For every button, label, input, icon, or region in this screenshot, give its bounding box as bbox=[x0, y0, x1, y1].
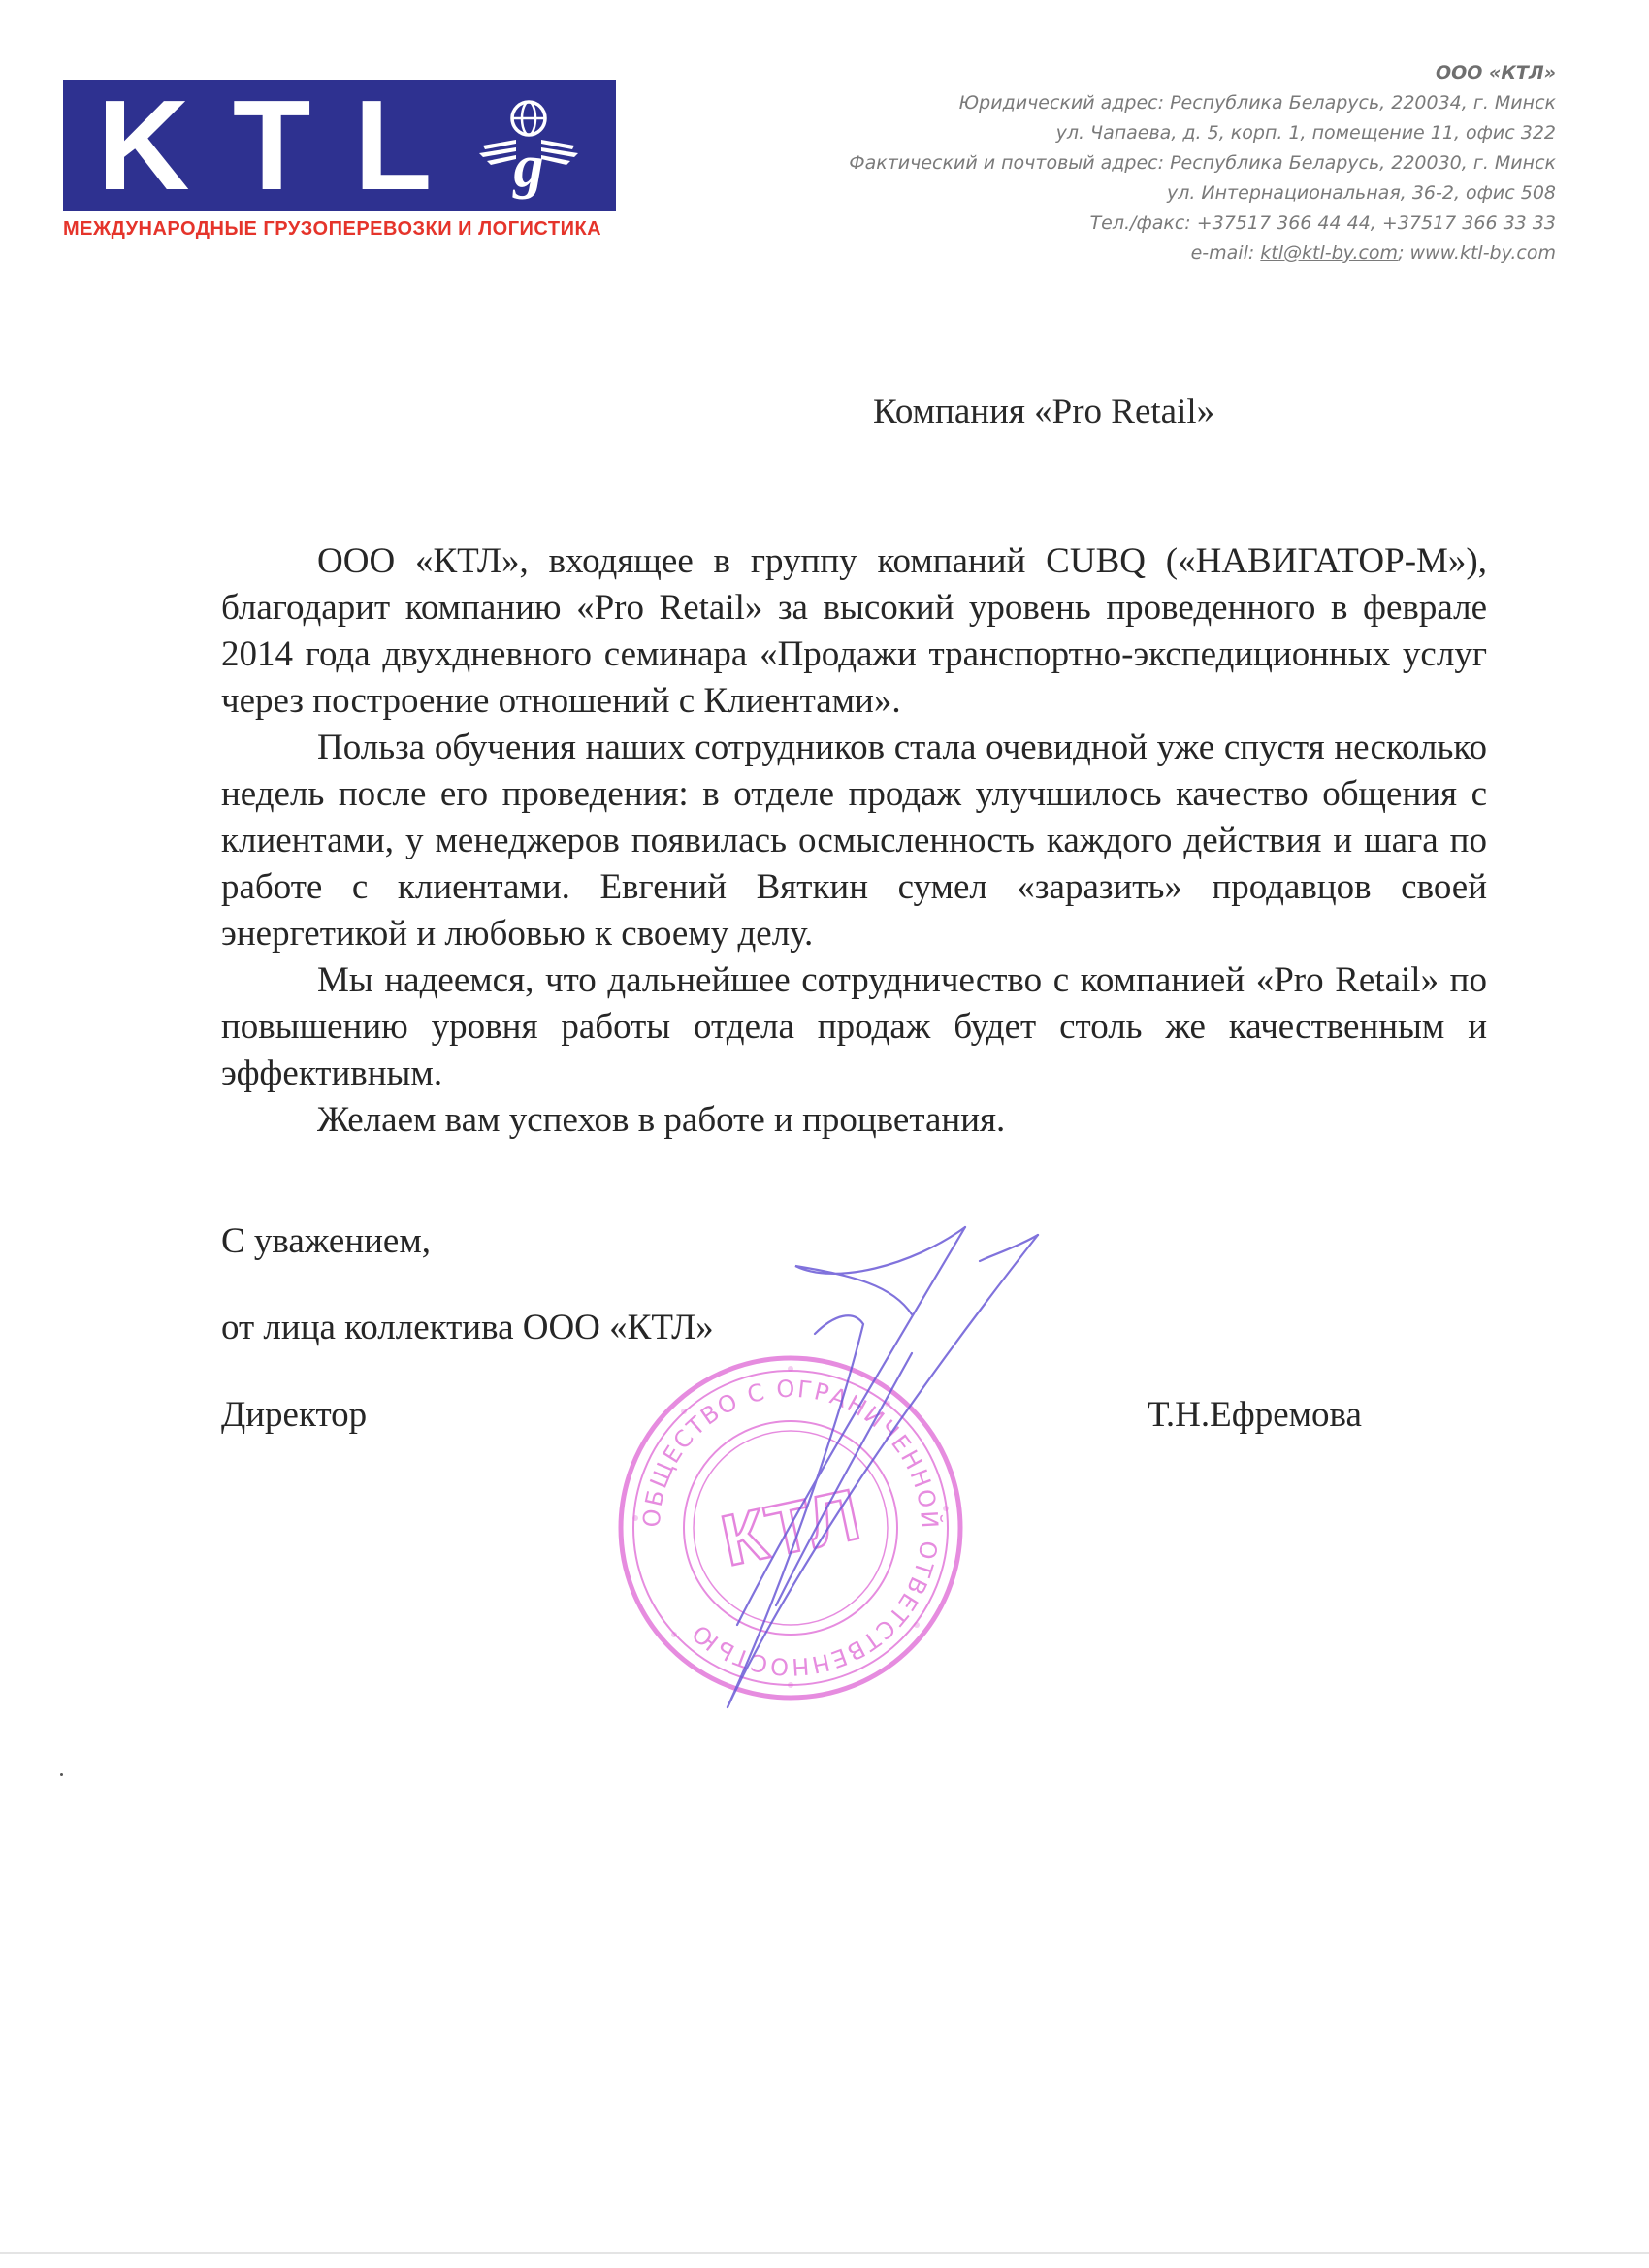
website: ; www.ktl-by.com bbox=[1398, 243, 1556, 264]
handwritten-signature bbox=[669, 1208, 1077, 1751]
paragraph-2: Польза обучения наших сотрудников стала очевидной уже спустя несколько недель после его проведения: в отделе продаж улучшилось качество общения с клиентами, у менеджеров появилась осмысленность каждого действия и шага по работе с клиентами. Евгений Вяткин сумел «заразить» продавцов своей энергетикой и любовью к своему делу. bbox=[221, 728, 1487, 954]
company-logo bbox=[63, 74, 616, 241]
closing-regards: С уважением, bbox=[221, 1221, 432, 1261]
company-contacts bbox=[849, 58, 1556, 269]
paragraph-4: Желаем вам успехов в работе и процветания. bbox=[317, 1100, 1006, 1140]
paragraph-3: Мы надеемся, что дальнейшее сотрудничество с компанией «Pro Retail» по повышению уровня работы отдела продаж будет столь же качественным и эффективным. bbox=[221, 960, 1487, 1093]
legal-address-line-1: Юридический адрес: Республика Беларусь, 220034, г. Минск bbox=[958, 92, 1556, 113]
logo-letter-t: T bbox=[232, 74, 313, 216]
closing-on-behalf: от лица коллектива ООО «КТЛ» bbox=[221, 1308, 714, 1347]
recipient: Компания «Pro Retail» bbox=[873, 392, 1215, 432]
signatory-position: Директор bbox=[221, 1395, 368, 1435]
email-prefix: e-mail: bbox=[1190, 243, 1261, 264]
postal-address-line-2: ул. Интернациональная, 36-2, офис 508 bbox=[1166, 182, 1556, 204]
globe-wings-g-emblem-icon bbox=[475, 89, 582, 201]
phone-fax: Тел./факс: +37517 366 44 44, +37517 366 33 33 bbox=[1089, 212, 1556, 234]
email-link[interactable]: ktl@ktl-by.com bbox=[1260, 243, 1399, 264]
stamp-center-text: КТЛ bbox=[714, 1474, 867, 1581]
logo-tagline: МЕЖДУНАРОДНЫЕ ГРУЗОПЕРЕВОЗКИ И ЛОГИСТИКА bbox=[63, 218, 602, 240]
email-web-line bbox=[849, 239, 1556, 269]
stamp-ring-text: ОБЩЕСТВО С ОГРАНИЧЕННОЙ ОТВЕТСТВЕННОСТЬЮ bbox=[637, 1375, 944, 1681]
logo-letter-k: K bbox=[97, 74, 192, 216]
legal-address-line-2: ул. Чапаева, д. 5, корп. 1, помещение 11, офис 322 bbox=[1055, 122, 1556, 144]
logo-letter-l: L bbox=[353, 74, 435, 216]
paragraph-1: ООО «КТЛ», входящее в группу компаний CUBQ («НАВИГАТОР-М»), благодарит компанию «Pro Retail» за высокий уровень проведенного в феврале 2014 года двухдневного семинара «Продажи транспортно-экспедиционных услуг через построение отношений с Клиентами». bbox=[221, 541, 1487, 721]
letter-body bbox=[221, 538, 1487, 1144]
scan-edge-line bbox=[0, 2252, 1649, 2254]
postal-address-line-1: Фактический и почтовый адрес: Республика Беларусь, 220030, г. Минск bbox=[849, 152, 1556, 174]
scan-speck bbox=[60, 1773, 63, 1776]
svg-text:g: g bbox=[513, 134, 544, 200]
signatory-name: Т.Н.Ефремова bbox=[1148, 1395, 1362, 1435]
logo-box bbox=[63, 74, 616, 216]
company-name: ООО «КТЛ» bbox=[1435, 62, 1556, 83]
